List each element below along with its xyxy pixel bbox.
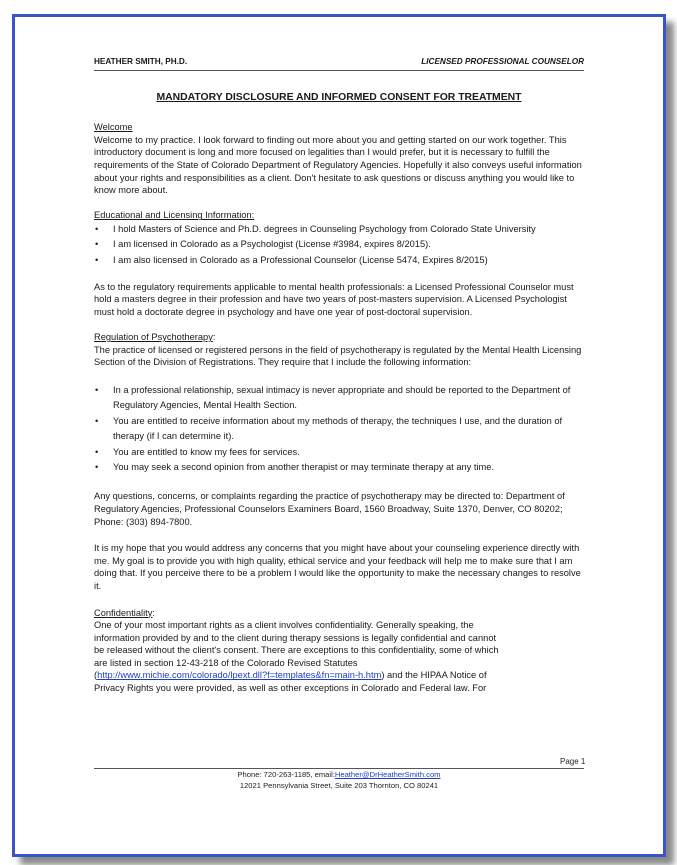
- footer-contact-line: [94, 770, 584, 781]
- regulation-list: [94, 383, 584, 475]
- regulation-heading: Regulation of Psychotherapy: [94, 332, 213, 343]
- regulation-paragraph: The practice of licensed or registered persons in the field of psychotherapy is regulated by the Mental Health Licensing Section of the Division of Registrations. They require that I include the following information:: [94, 344, 582, 368]
- heading-colon: :: [152, 607, 155, 618]
- author-name: HEATHER SMITH, PH.D.: [94, 57, 188, 66]
- list-item: • You are entitled to know my fees for services.: [94, 445, 584, 460]
- list-item: • In a professional relationship, sexual intimacy is never appropriate and should be reported to the Department of Regulatory Agencies, Mental Health Section.: [94, 383, 584, 414]
- footer-address: 12021 Pennsylvania Street, Suite 203 Thornton, CO 80241: [239, 780, 439, 790]
- list-item: • I am licensed in Colorado as a Psychologist (License #3984, expires 8/2015).: [94, 237, 584, 252]
- requirements-paragraph: As to the regulatory requirements applicable to mental health professionals: a Licensed Professional Counselor must hold a masters degree in their profession and have two years of post-masters supervision. A Licensed Psychologist must hold a doctorate degree in psychology and have one year of post-doctoral supervision.: [94, 281, 574, 317]
- welcome-heading: Welcome: [94, 122, 133, 133]
- list-item: • You may seek a second opinion from another therapist or may terminate therapy at any time.: [94, 460, 584, 475]
- confidentiality-line: are listed in section 12-43-218 of the Colorado Revised Statutes: [94, 657, 358, 668]
- confidentiality-line: Privacy Rights you were provided, as well as other exceptions in Colorado and Federal law. For: [94, 683, 487, 694]
- statutes-link[interactable]: http://www.michie.com/colorado/lpext.dll?f=templates&fn=main-h.htm: [97, 670, 382, 681]
- page-number: Page 1: [560, 757, 586, 766]
- list-item: • You are entitled to receive information about my methods of therapy, the techniques I use, and the duration of therapy (if I can determine it).: [94, 414, 584, 445]
- list-item: • I hold Masters of Science and Ph.D. degrees in Counseling Psychology from Colorado State University: [94, 222, 584, 237]
- document-title: MANDATORY DISCLOSURE AND INFORMED CONSENT FOR TREATMENT: [156, 91, 522, 103]
- link-trailing-text: ) and the HIPAA Notice of: [381, 670, 487, 681]
- education-list: [94, 222, 584, 268]
- running-header: [94, 56, 584, 71]
- education-heading: Educational and Licensing Information:: [94, 210, 255, 221]
- paren-open: (: [94, 670, 98, 681]
- welcome-paragraph: Welcome to my practice. I look forward to finding out more about you and getting started on our work together. This introductory document is long and more focused on legalities than I would prefer, but it is necessary to fulfill the requirements of the State of Colorado Department of Regulatory Agencies. Hopefully it also conveys useful information about your rights and responsibilities as a client. Don't hesitate to ask questions or discuss anything you would like to know more about.: [94, 134, 582, 196]
- list-item: • I am also licensed in Colorado as a Professional Counselor (License 5474, Expires 8/2015): [94, 253, 584, 268]
- confidentiality-link-line: [94, 669, 584, 682]
- welcome-section: [94, 121, 584, 197]
- footer-phone: Phone: 720-263-1185, email:: [237, 770, 335, 779]
- heading-colon: :: [212, 332, 216, 343]
- confidentiality-line: One of your most important rights as a client involves confidentiality. Generally speaking, the: [94, 620, 474, 631]
- confidentiality-heading: Confidentiality: [94, 607, 153, 618]
- confidentiality-heading-line: [94, 607, 584, 620]
- footer-email-link[interactable]: Heather@DrHeatherSmith.com: [334, 770, 441, 779]
- complaints-paragraph: Any questions, concerns, or complaints regarding the practice of psychotherapy may be directed to: Department of Regulatory Agencies, Professional Counselors Examiners Board, 1560 Broadway, Suite 1370, Denver, CO 80202; Phone: (303) 894-7800.: [94, 491, 565, 527]
- education-section: [94, 209, 584, 318]
- regulation-heading-line: [94, 331, 584, 344]
- regulation-section: [94, 331, 584, 592]
- page-footer: [94, 770, 584, 791]
- confidentiality-line: information provided by and to the client during therapy sessions is legally confidential and cannot: [94, 632, 497, 643]
- feedback-paragraph: It is my hope that you would address any concerns that you might have about your counseling experience directly with me. My goal is to provide you with high quality, ethical service and your feedback will help me to make sure that I am doing that. If you perceive there to be a problem I would like the opportunity to make the necessary changes to resolve it.: [94, 543, 581, 591]
- document-body: [94, 56, 584, 695]
- footer-divider: [94, 768, 584, 769]
- confidentiality-line: be released without the client's consent. There are exceptions to this confidentiality, some of which: [94, 645, 499, 656]
- author-credential: LICENSED PROFESSIONAL COUNSELOR: [421, 57, 584, 66]
- confidentiality-section: [94, 607, 584, 695]
